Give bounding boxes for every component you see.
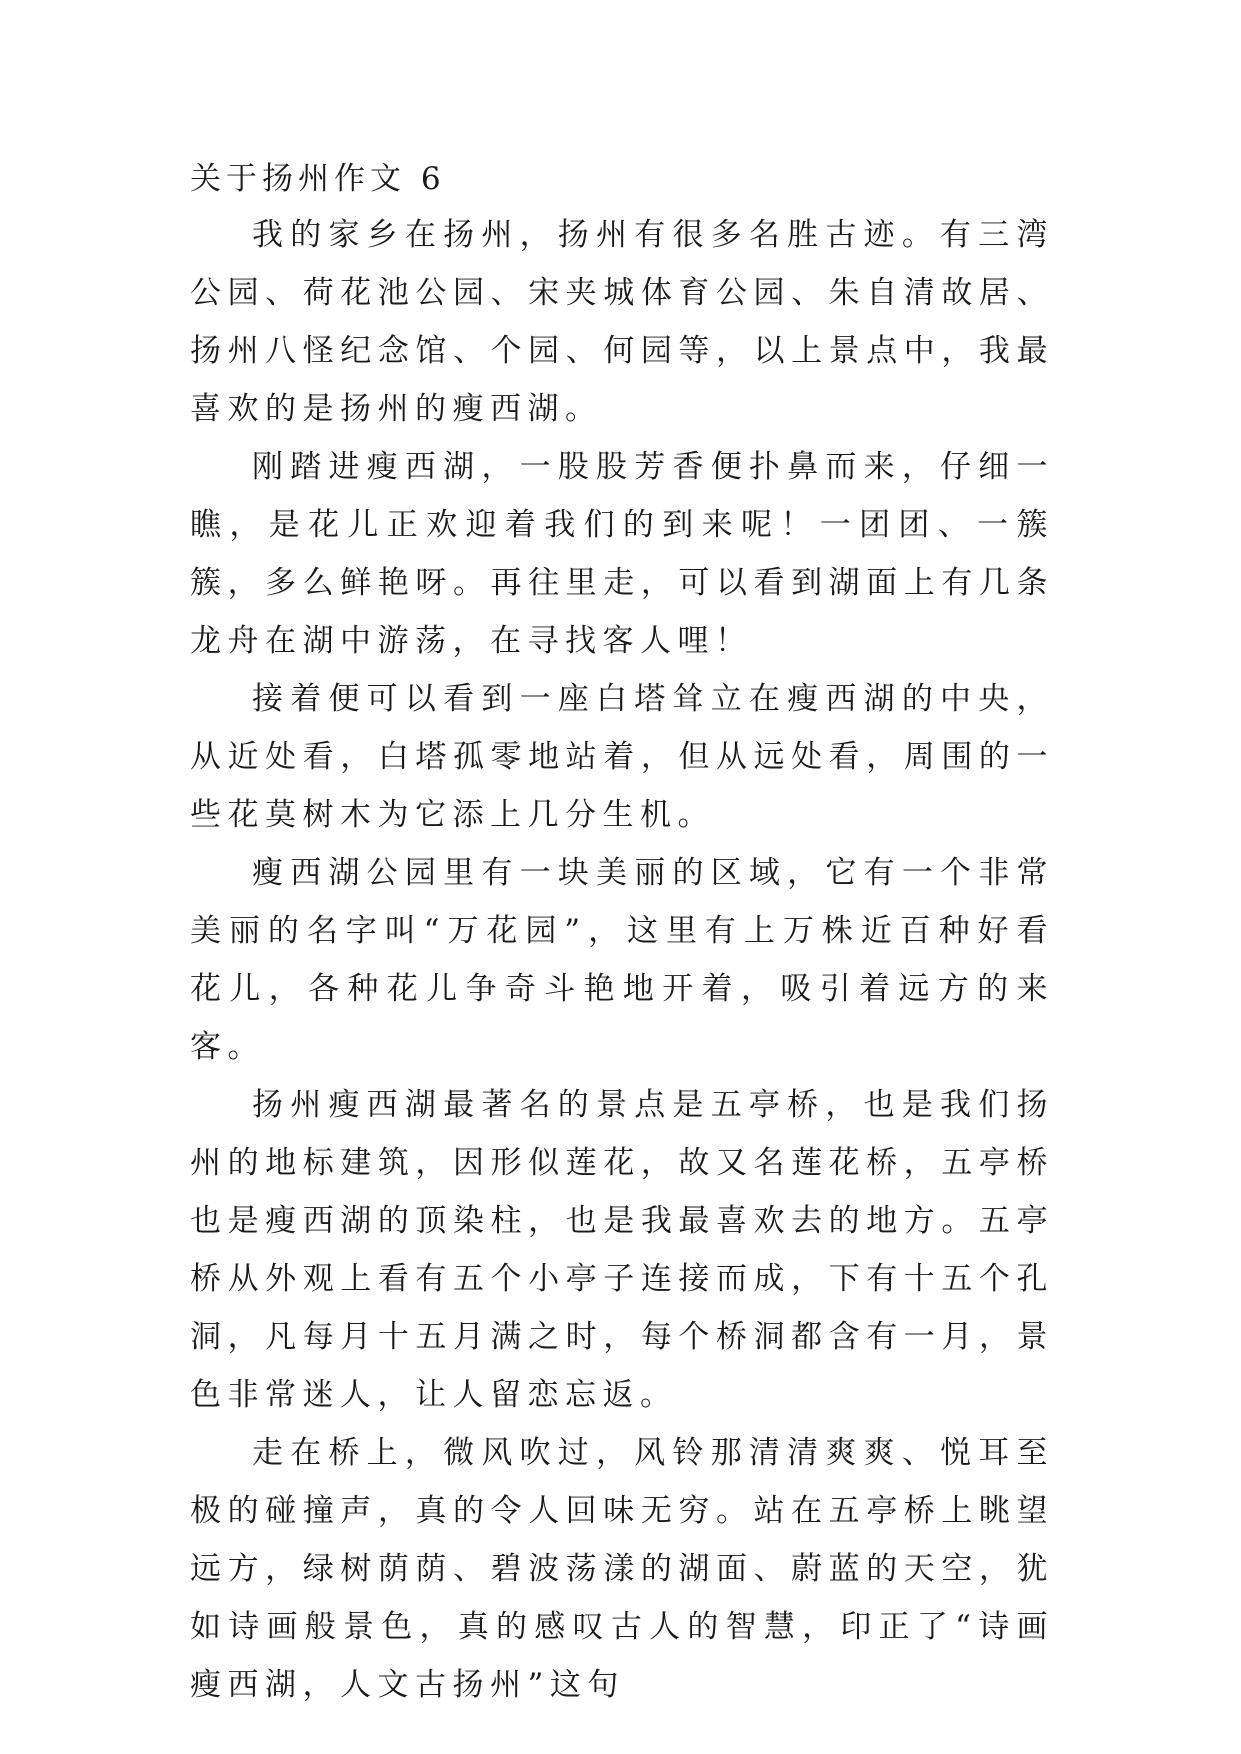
document-body	[190, 152, 1054, 1714]
paragraph-2: 刚踏进瘦西湖，一股股芳香便扑鼻而来，仔细一瞧，是花儿正欢迎着我们的到来呢！一团团、一簇簇，多么鲜艳呀。再往里走，可以看到湖面上有几条龙舟在湖中游荡，在寻找客人哩！	[190, 449, 1054, 659]
paragraph-5: 扬州瘦西湖最著名的景点是五亭桥，也是我们扬州的地标建筑，因形似莲花，故又名莲花桥，五亭桥也是瘦西湖的顶染柱，也是我最喜欢去的地方。五亭桥从外观上看有五个小亭子连接而成，下有十五个孔洞，凡每月十五月满之时，每个桥洞都含有一月，景色非常迷人，让人留恋忘返。	[190, 1087, 1054, 1413]
paragraph-1: 我的家乡在扬州，扬州有很多名胜古迹。有三湾公园、荷花池公园、宋夹城体育公园、朱自清故居、扬州八怪纪念馆、个园、何园等，以上景点中，我最喜欢的是扬州的瘦西湖。	[190, 217, 1054, 427]
paragraph-4: 瘦西湖公园里有一块美丽的区域，它有一个非常美丽的名字叫“万花园”，这里有上万株近百种好看花儿，各种花儿争奇斗艳地开着，吸引着远方的来客。	[190, 855, 1054, 1065]
paragraph-3: 接着便可以看到一座白塔耸立在瘦西湖的中央，从近处看，白塔孤零地站着，但从远处看，周围的一些花莫树木为它添上几分生机。	[190, 681, 1054, 833]
paragraph-6: 走在桥上，微风吹过，风铃那清清爽爽、悦耳至极的碰撞声，真的令人回味无穷。站在五亭桥上眺望远方，绿树荫荫、碧波荡漾的湖面、蔚蓝的天空，犹如诗画般景色，真的感叹古人的智慧，印正了“诗画瘦西湖，人文古扬州”这句	[190, 1435, 1054, 1703]
document-title: 关于扬州作文 6	[190, 161, 446, 197]
